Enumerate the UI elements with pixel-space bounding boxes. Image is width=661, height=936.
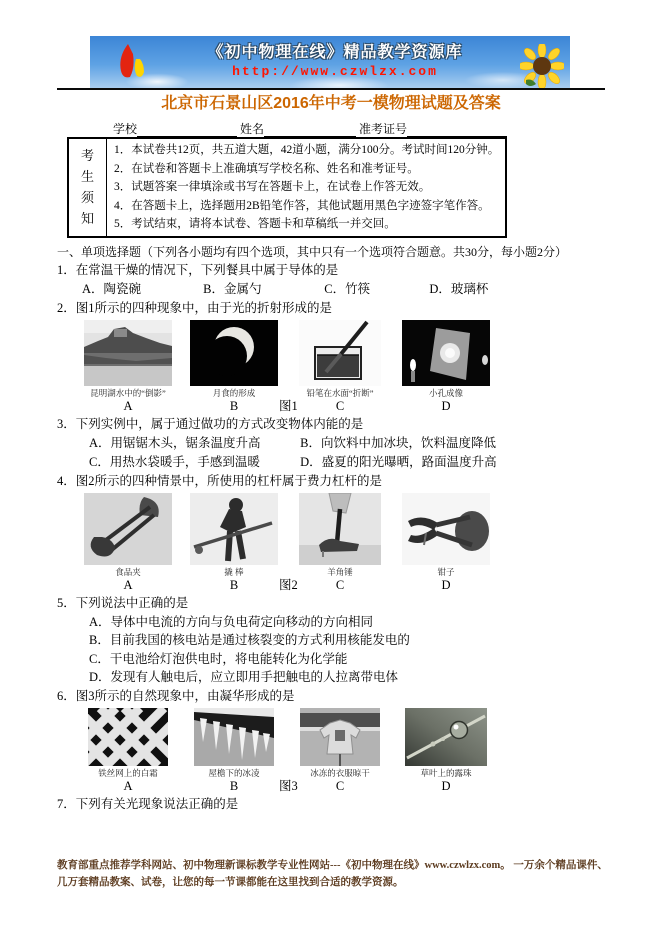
figure1-label-a: A [123, 398, 133, 413]
school-field-label: 学校 [113, 122, 138, 136]
notice-items [107, 139, 503, 236]
school-field-blank [137, 124, 237, 137]
figure2-image-b-crowbar [190, 493, 278, 565]
q3-option-c: C．用热水袋暖手，手感到温暖 [89, 454, 260, 469]
section-header: 一、单项选择题（下列各小题均有四个选项，其中只有一个选项符合题意。共30分，每小题2分） [57, 244, 568, 259]
figure1-caption-b: 月食的形成 [212, 387, 256, 398]
figure3-image-a-frost-on-wire-mesh [88, 708, 168, 766]
question-3-options-row1 [57, 434, 605, 453]
q5-option-a: A．导体中电流的方向与负电荷定向移动的方向相同 [89, 614, 374, 629]
figure1-caption-d: 小孔成像 [428, 387, 463, 398]
question-1-text: 1．在常温干燥的情况下，下列餐具中属于导体的是 [57, 262, 339, 277]
exam-number-field-blank [407, 124, 507, 137]
figure1-image-d-pinhole-imaging [402, 320, 490, 386]
q3-option-d: D．盛夏的阳光曝晒，路面温度升高 [300, 454, 497, 469]
banner-divider [57, 88, 605, 90]
figure3-caption-d: 草叶上的露珠 [420, 767, 472, 778]
exam-number-field-label: 准考证号 [359, 122, 408, 136]
figure3-col-d [393, 708, 499, 779]
page-title: 北京市石景山区2016年中考一模物理试题及答案 [161, 95, 501, 112]
figure3-label-d: D [441, 778, 451, 793]
figure3-image-c-frozen-clothes [300, 708, 380, 766]
notice-item-3: 3．试题答案一律填涂或书写在答题卡上，在试卷上作答无效。 [114, 181, 431, 193]
question-4-text: 4．图2所示的四种情景中，所使用的杠杆属于费力杠杆的是 [57, 473, 383, 488]
banner-text-block [170, 39, 500, 80]
figure1-caption-a: 昆明湖水中的“倒影” [90, 387, 166, 398]
figure2-col-c [287, 493, 393, 578]
sunflower-icon [520, 44, 564, 88]
site-logo-icon [108, 41, 154, 85]
footer-line-2: 几万套精品教案、试卷，让您的每一节课都能在这里找到合适的教学资源。 [57, 877, 404, 888]
figure3-image-d-dew-drop [405, 708, 487, 766]
question-2-text: 2．图1所示的四种现象中，由于光的折射形成的是 [57, 300, 333, 315]
figure2-image-c-claw-hammer [299, 493, 381, 565]
figure2-label-c: C [335, 577, 345, 592]
figure3-label-b: B [229, 778, 239, 793]
question-3-options-row2 [57, 453, 605, 472]
figure2-label-a: A [123, 577, 133, 592]
site-banner [90, 36, 570, 88]
question-7-text: 7．下列有关光现象说法正确的是 [57, 796, 239, 811]
name-field-label: 姓名 [240, 122, 265, 136]
examinee-notice-box [67, 137, 507, 238]
notice-item-4: 4．在答题卡上，选择题用2B铅笔作答，其他试题用黑色字迹签字笔作答。 [114, 199, 490, 212]
figure2-col-b [181, 493, 287, 578]
figure3-caption-a: 铁丝网上的白霜 [98, 767, 158, 778]
figure3-caption-c: 冰冻的衣服晾干 [310, 767, 370, 778]
question-5-options [57, 613, 605, 687]
figure3-col-a [75, 708, 181, 779]
q1-option-a: A．陶瓷碗 [82, 281, 142, 296]
figure3-label-a: A [123, 778, 133, 793]
notice-side-label-text: 考生须知 [80, 148, 94, 227]
figure1-image-c-pencil-in-water [299, 320, 381, 386]
figure2-image-a-food-tongs [84, 493, 172, 565]
notice-item-5: 5．考试结束，请将本试卷、答题卡和草稿纸一并交回。 [114, 218, 396, 230]
figure1-label-b: B [229, 398, 239, 413]
notice-item-2: 2．在试卷和答题卡上准确填写学校名称、姓名和准考证号。 [114, 162, 419, 175]
figure1-image-a-lake-reflection [84, 320, 172, 386]
q5-option-d: D．发现有人触电后，应立即用手把触电的人拉离带电体 [89, 670, 399, 684]
figure2-caption-a: 食品夹 [115, 566, 141, 577]
figure1-col-c [287, 320, 393, 399]
figure3-label-row [57, 779, 605, 795]
q5-option-b: B．目前我国的核电站是通过核裂变的方式利用核能发电的 [89, 633, 410, 647]
student-info-row [113, 120, 605, 137]
figure2-col-a [75, 493, 181, 578]
figure2-label-b: B [229, 577, 239, 592]
q1-option-b: B．金属勺 [203, 281, 262, 296]
figure2-image-d-pliers [402, 493, 490, 565]
figure1-col-b [181, 320, 287, 399]
figure2-col-d [393, 493, 499, 578]
question-3-text: 3．下列实例中，属于通过做功的方式改变物体内能的是 [57, 416, 364, 431]
figure2-title: 图2 [279, 577, 298, 592]
figure2-caption-b: 撬 棒 [224, 566, 244, 577]
figure3-col-b [181, 708, 287, 779]
figure1-image-b-lunar-eclipse [190, 320, 278, 386]
figure3-caption-b: 屋檐下的冰凌 [208, 767, 260, 778]
q3-option-a: A．用锯锯木头，锯条温度升高 [89, 435, 261, 450]
page [57, 0, 605, 814]
figure3-row [57, 708, 605, 779]
figure2-caption-c: 羊角锤 [327, 566, 353, 577]
figure1-col-a [75, 320, 181, 399]
q1-option-c: C．竹筷 [324, 281, 371, 296]
question-5-text: 5．下列说法中正确的是 [57, 595, 189, 610]
figure3-label-c: C [335, 778, 345, 793]
banner-site-name: 《初中物理在线》精品教学资源库 [207, 44, 463, 61]
question-6-text: 6．图3所示的自然现象中，由凝华形成的是 [57, 688, 295, 703]
notice-item-1: 1．本试卷共12页，共五道大题，42道小题，满分100分。考试时间120分钟。 [114, 144, 500, 156]
question-1-options [57, 280, 605, 299]
q5-option-c: C．干电池给灯泡供电时，将电能转化为化学能 [89, 651, 348, 666]
figure1-row [57, 320, 605, 399]
footer-line-1: 教育部重点推荐学科网站、初中物理新课标教学专业性网站---《初中物理在线》www.czwlzx.com。 一万余个精品课件、 [57, 860, 608, 871]
footer-promo-text [57, 857, 632, 891]
figure2-caption-d: 钳子 [437, 566, 455, 577]
figure2-row [57, 493, 605, 578]
figure3-image-b-icicles [194, 708, 274, 766]
figure2-label-d: D [441, 577, 451, 592]
figure3-title: 图3 [279, 778, 298, 793]
q3-option-b: B．向饮料中加冰块，饮料温度降低 [300, 435, 496, 450]
name-field-blank [264, 124, 356, 137]
figure2-label-row [57, 578, 605, 594]
figure1-title: 图1 [279, 398, 298, 413]
figure1-label-row [57, 399, 605, 415]
notice-side-label [69, 139, 107, 236]
figure1-col-d [393, 320, 499, 399]
figure3-col-c [287, 708, 393, 779]
figure1-label-d: D [441, 398, 451, 413]
q1-option-d: D．玻璃杯 [429, 281, 489, 296]
figure1-caption-c: 铅笔在水面“折断” [306, 387, 374, 398]
banner-site-url-link[interactable]: http://www.czwlzx.com [232, 64, 438, 79]
figure1-label-c: C [335, 398, 345, 413]
